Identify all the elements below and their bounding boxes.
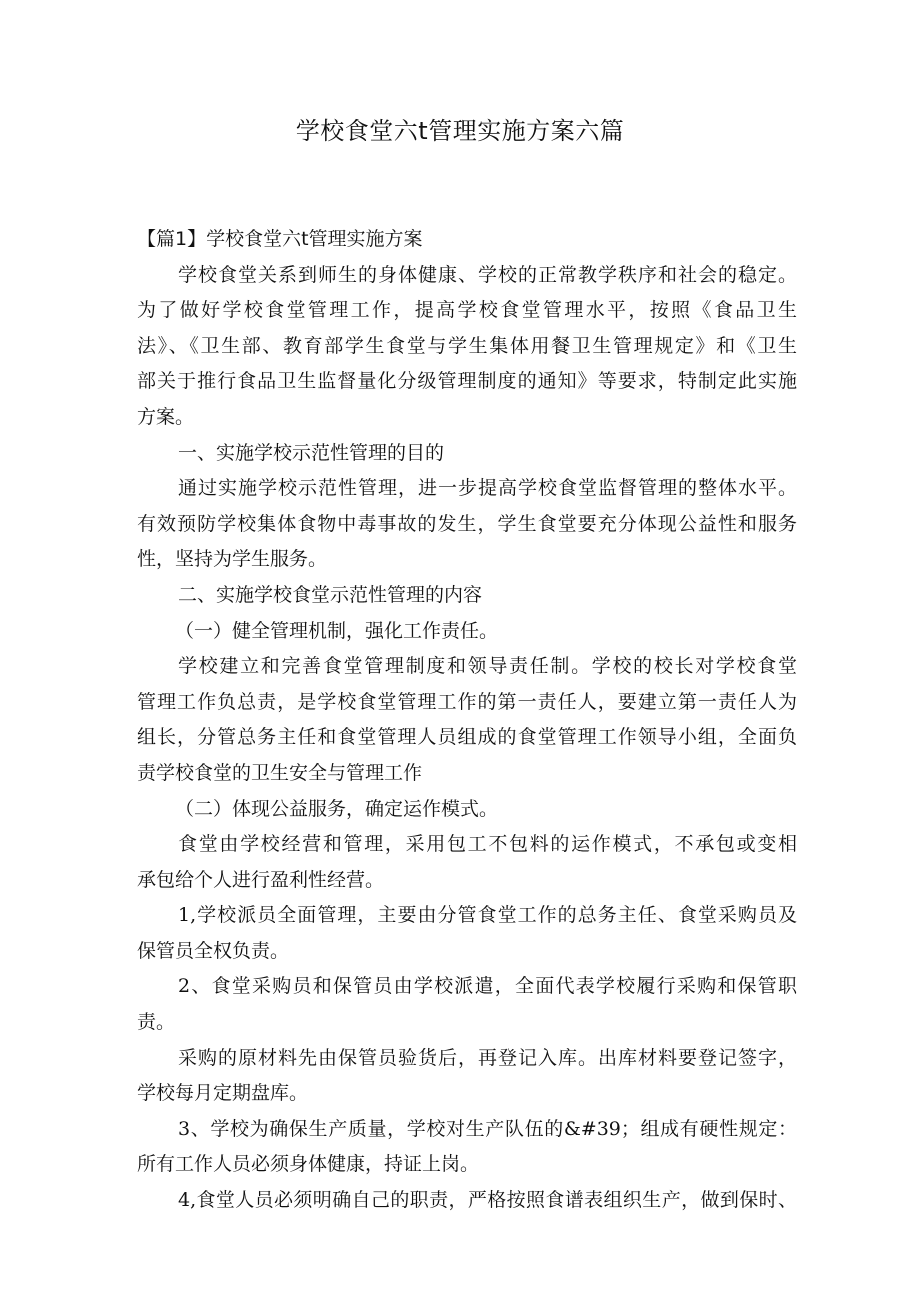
paragraph-line: 2、食堂采购员和保管员由学校派遣，全面代表学校履行采购和保管职 xyxy=(178,975,797,998)
paragraph-line: 责。 xyxy=(137,1011,176,1034)
paragraph-line: 管理工作负总责，是学校食堂管理工作的第一责任人，要建立第一责任人为 xyxy=(137,690,797,713)
subheading-line: （一）健全管理机制，强化工作责任。 xyxy=(175,619,499,642)
paragraph-line: 有效预防学校集体食物中毒事故的发生，学生食堂要充分体现公益性和服务 xyxy=(137,512,797,535)
document-title: 学校食堂六t管理实施方案六篇 xyxy=(295,117,625,145)
paragraph-line: 保管员全权负责。 xyxy=(137,939,290,962)
paragraph-line: 3、学校为确保生产质量，学校对生产队伍的&#39；组成有硬性规定： xyxy=(178,1117,797,1140)
paragraph-line: 学校建立和完善食堂管理制度和领导责任制。学校的校长对学校食堂 xyxy=(178,655,797,678)
subheading-line: 一、实施学校示范性管理的目的 xyxy=(178,441,445,464)
paragraph-line: 4,食堂人员必须明确自己的职责，严格按照食谱表组织生产，做到保时、 xyxy=(178,1189,797,1212)
paragraph-line: 性，坚持为学生服务。 xyxy=(137,548,328,571)
paragraph-line: 方案。 xyxy=(137,405,195,428)
section-heading: 【篇1】学校食堂六t管理实施方案 xyxy=(137,228,423,250)
paragraph-line: 采购的原材料先由保管员验货后，再登记入库。出库材料要登记签字， xyxy=(178,1046,797,1069)
paragraph-line: 食堂由学校经营和管理，采用包工不包料的运作模式，不承包或变相 xyxy=(178,833,797,856)
subheading-line: 二、实施学校食堂示范性管理的内容 xyxy=(178,583,483,606)
paragraph-line: 1,学校派员全面管理，主要由分管食堂工作的总务主任、食堂采购员及 xyxy=(178,904,797,927)
paragraph-line: 所有工作人员必须身体健康，持证上岗。 xyxy=(137,1153,480,1176)
paragraph-line: 通过实施学校示范性管理，进一步提高学校食堂监督管理的整体水平。 xyxy=(178,477,797,500)
paragraph-line: 部关于推行食品卫生监督量化分级管理制度的通知》等要求，特制定此实施 xyxy=(137,370,797,393)
paragraph-line: 承包给个人进行盈利性经营。 xyxy=(137,868,385,891)
paragraph-line: 法》、《卫生部、教育部学生食堂与学生集体用餐卫生管理规定》和《卫生 xyxy=(137,334,797,357)
paragraph-line: 责学校食堂的卫生安全与管理工作 xyxy=(137,761,423,784)
paragraph-line: 学校每月定期盘库。 xyxy=(137,1082,309,1105)
subheading-line: （二）体现公益服务，确定运作模式。 xyxy=(175,797,499,820)
paragraph-line: 为了做好学校食堂管理工作，提高学校食堂管理水平，按照《食品卫生 xyxy=(137,299,797,322)
paragraph-line: 学校食堂关系到师生的身体健康、学校的正常教学秩序和社会的稳定。 xyxy=(178,263,797,286)
paragraph-line: 组长，分管总务主任和食堂管理人员组成的食堂管理工作领导小组，全面负 xyxy=(137,726,797,749)
document-body xyxy=(137,222,797,1219)
